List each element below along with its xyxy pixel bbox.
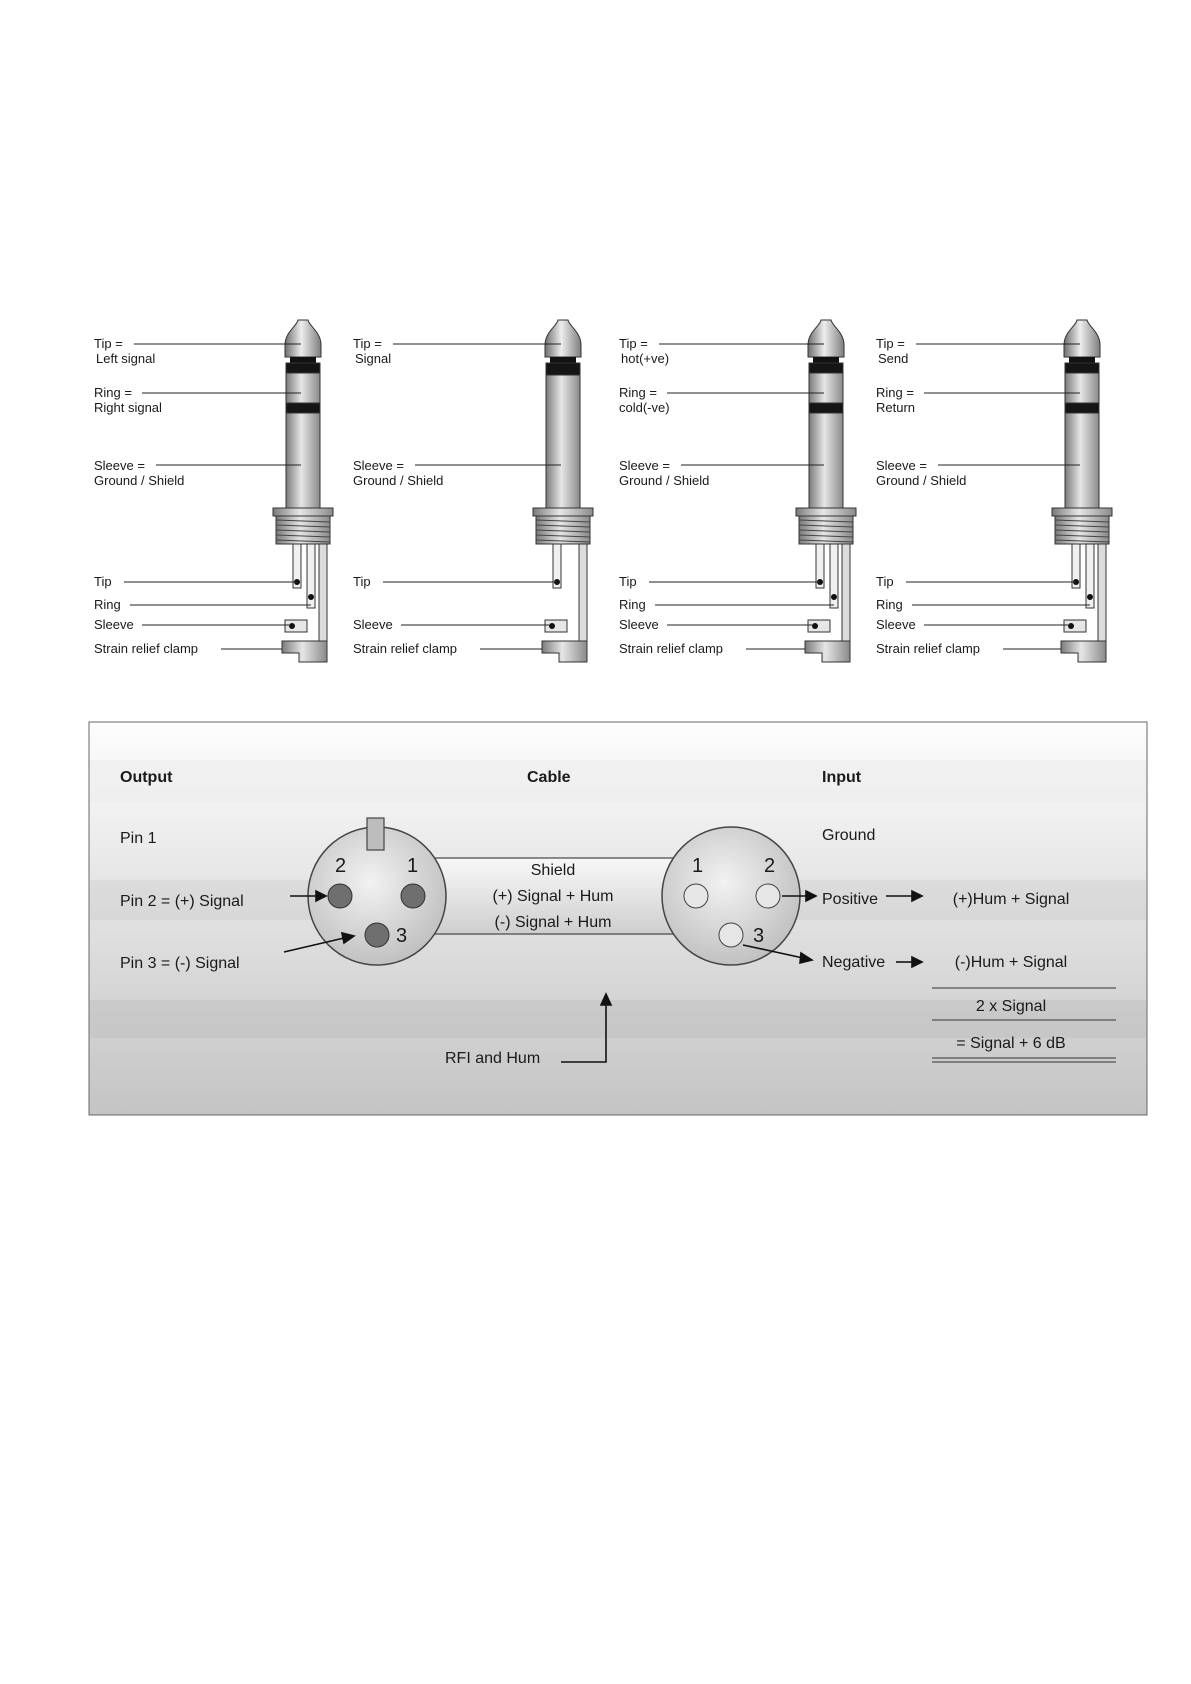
two-signal-label: 2 x Signal (975, 998, 1047, 1015)
sleeve-solder (549, 623, 555, 629)
insulator-ring (813, 357, 839, 363)
wire-label-strain-relief-clamp: Strain relief clamp (94, 641, 199, 656)
sleeve-label: Sleeve = (94, 458, 145, 473)
wire-label-tip: Tip (876, 574, 894, 589)
xlr-female-pin-1 (684, 884, 708, 908)
strain-relief-clamp (1061, 641, 1106, 662)
wire-label-sleeve: Sleeve (619, 617, 659, 632)
pin1-label: Pin 1 (120, 830, 157, 847)
wire-label-sleeve: Sleeve (94, 617, 134, 632)
wire-label-ring: Ring (94, 597, 121, 612)
sleeve-label: Sleeve = (619, 458, 670, 473)
strain-relief-clamp (542, 641, 587, 662)
jack-flange (796, 508, 856, 516)
ring-label-value: cold(-ve) (619, 400, 670, 415)
tip-label: Tip = (876, 336, 905, 351)
ring-band-bottom (286, 403, 320, 413)
jack-sleeve (809, 413, 843, 508)
xlr-female-pin-3 (719, 923, 743, 947)
rfi-label: RFI and Hum (445, 1050, 541, 1067)
ring-solder (1087, 594, 1093, 600)
ring-band-top (809, 363, 843, 373)
jack-flange (533, 508, 593, 516)
tip-label-value: Left signal (96, 351, 156, 366)
left-pin-num-2: 2 (335, 855, 347, 877)
sleeve-lug (285, 620, 307, 632)
jack-diagrams (94, 320, 1112, 662)
cable-signal-minus: (-) Signal + Hum (494, 914, 612, 931)
sleeve-lug (545, 620, 567, 632)
xlr-balanced-diagram (89, 722, 1147, 1115)
sleeve-label-value: Ground / Shield (876, 473, 967, 488)
jack-tip (1064, 320, 1100, 357)
xlr-male-pin-2 (328, 884, 352, 908)
result-label: = Signal + 6 dB (956, 1035, 1066, 1052)
ring-band-top (1065, 363, 1099, 373)
ring-label-value: Right signal (94, 400, 162, 415)
jack-3 (619, 320, 856, 662)
plus-hum-label: (+)Hum + Signal (952, 891, 1070, 908)
ring-band-bottom (1065, 403, 1099, 413)
sleeve-label: Sleeve = (876, 458, 927, 473)
wire-label-sleeve: Sleeve (353, 617, 393, 632)
jack-tip (808, 320, 844, 357)
jack-ring (809, 373, 843, 403)
sleeve-lug (808, 620, 830, 632)
xlr-female-pin-2 (756, 884, 780, 908)
jack-sleeve (546, 375, 580, 508)
jack-4 (876, 320, 1112, 662)
wire-label-tip: Tip (619, 574, 637, 589)
wire-label-strain-relief-clamp: Strain relief clamp (619, 641, 724, 656)
minus-hum-label: (-)Hum + Signal (954, 954, 1068, 971)
sleeve-label: Sleeve = (353, 458, 404, 473)
jack-sleeve (1065, 413, 1099, 508)
tip-label-value: Signal (355, 351, 392, 366)
wire-label-tip: Tip (94, 574, 112, 589)
tip-label-value: Send (878, 351, 909, 366)
insulator-ring (290, 357, 316, 363)
sleeve-lug (1064, 620, 1086, 632)
ground-label: Ground (822, 827, 876, 844)
tip-label: Tip = (94, 336, 123, 351)
ring-label-value: Return (876, 400, 916, 415)
ring-band-bottom (809, 403, 843, 413)
wire-label-ring: Ring (619, 597, 646, 612)
insulator-ring (550, 357, 576, 363)
negative-label: Negative (822, 954, 886, 971)
strain-relief-clamp (805, 641, 850, 662)
wire-label-ring: Ring (876, 597, 903, 612)
tip-label: Tip = (353, 336, 382, 351)
jack-flange (1052, 508, 1112, 516)
sleeve-label-value: Ground / Shield (619, 473, 710, 488)
jack-sleeve (286, 413, 320, 508)
tip-label-value: hot(+ve) (621, 351, 670, 366)
header-output: Output (120, 769, 173, 786)
xlr-male-latch (367, 818, 384, 850)
right-pin-num-2: 2 (764, 855, 776, 877)
insulator-ring (1069, 357, 1095, 363)
positive-label: Positive (822, 891, 879, 908)
jack-tip (285, 320, 321, 357)
header-cable: Cable (527, 769, 571, 786)
sleeve-solder (812, 623, 818, 629)
right-pin-num-1: 1 (692, 855, 704, 877)
wire-label-tip: Tip (353, 574, 371, 589)
ring-solder (831, 594, 837, 600)
right-pin-num-3: 3 (753, 925, 765, 947)
wire-label-strain-relief-clamp: Strain relief clamp (876, 641, 981, 656)
ring-label: Ring = (876, 385, 914, 400)
pin2-label: Pin 2 = (+) Signal (120, 893, 244, 910)
wire-label-sleeve: Sleeve (876, 617, 916, 632)
jack-tip (545, 320, 581, 357)
sleeve-label-value: Ground / Shield (94, 473, 185, 488)
tip-label: Tip = (619, 336, 648, 351)
pin3-label: Pin 3 = (-) Signal (120, 955, 240, 972)
ring-band-top (286, 363, 320, 373)
sleeve-solder (289, 623, 295, 629)
sleeve-solder (1068, 623, 1074, 629)
jack-ring (286, 373, 320, 403)
band-1 (90, 760, 1146, 802)
jack-flange (273, 508, 333, 516)
sleeve-band (546, 363, 580, 375)
cable-signal-plus: (+) Signal + Hum (492, 888, 614, 905)
strain-relief-clamp (282, 641, 327, 662)
sleeve-label-value: Ground / Shield (353, 473, 444, 488)
left-pin-num-1: 1 (407, 855, 419, 877)
jack-1 (94, 320, 333, 662)
ring-solder (308, 594, 314, 600)
jack-2 (353, 320, 593, 662)
cable-shield: Shield (530, 862, 576, 879)
left-pin-num-3: 3 (396, 925, 408, 947)
jack-ring (1065, 373, 1099, 403)
header-input: Input (822, 769, 862, 786)
ring-label: Ring = (94, 385, 132, 400)
wire-label-strain-relief-clamp: Strain relief clamp (353, 641, 458, 656)
xlr-male-pin-3 (365, 923, 389, 947)
ring-label: Ring = (619, 385, 657, 400)
xlr-male-pin-1 (401, 884, 425, 908)
